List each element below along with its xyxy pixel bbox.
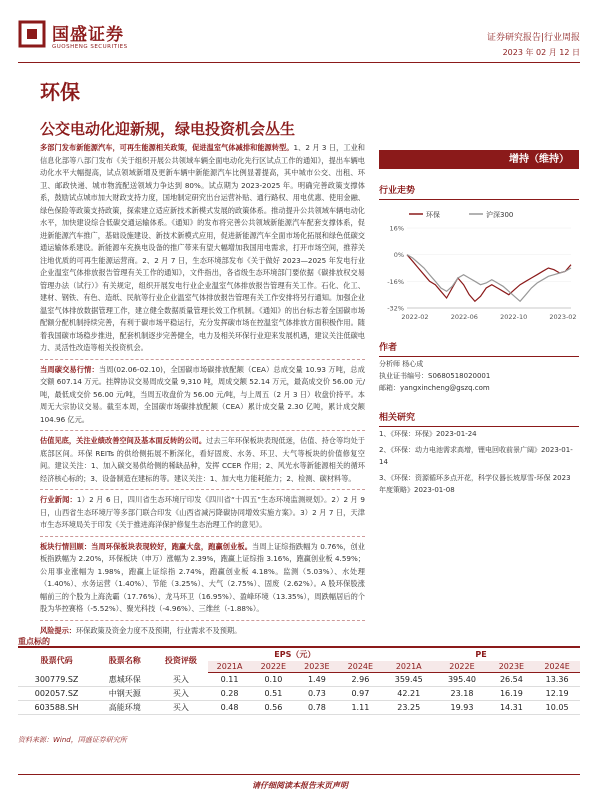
paragraph-news	[40, 494, 365, 532]
paragraph-text: 当周上证综指跌幅为 0.76%，创业板指跌幅为 2.20%，环保板块（申万）涨幅为 2.39%，跑赢上证综指 3.16%，跑赢创业板 4.59%；公用事业涨幅为 1.98%，跑赢上证综指 2.74%，跑赢创业板 4.18%。监测（5.03%）、水处理（1.40%）、水务运营（1.40%）、节能（3.25%）、大气（2.75%）、固废（2.62%）。A 股环保股涨幅前三的个股为上海洗霸（17.76%）、龙马环卫（16.95%）、盈峰环境（13.35%），周跌幅居后的个股为华控赛格（-5.52%）、聚光科技（-4.96%）、三维丝（-1.88%）。	[40, 541, 365, 613]
key-stocks-table	[18, 646, 580, 715]
paragraph-text: 环保政策及资金力度不及预期，行业需求不及预期。	[75, 625, 242, 635]
paragraph-text: 1）2 月 6 日，四川省生态环境厅印发《四川省“十四五”生态环境监测规划》。2）2 月 9 日，山西省生态环境厅等多部门联合印发《山西省减污降碳协同增效实施方案》。3）2 月 7 日，天津市生态环境局关于印发《关于推进海洋保护修复生态治理工作的意见》。	[40, 495, 365, 529]
y-tick-label: 16%	[389, 224, 404, 233]
table-row	[18, 700, 580, 714]
header-year: 2023E	[489, 661, 535, 673]
x-tick-label: 2023-02	[549, 313, 577, 321]
divider	[40, 620, 365, 621]
header-year: 2021A	[382, 661, 435, 673]
header-eps: EPS（元）	[208, 647, 383, 661]
pe-value: 10.05	[534, 700, 580, 714]
eps-value: 0.10	[252, 673, 296, 687]
paragraph-market-review	[40, 541, 365, 616]
related-item[interactable]: 1、《环保：环保》2023-01-24	[379, 430, 477, 438]
header-name: 股票名称	[95, 647, 154, 673]
paragraph-lead: 板块行情回顾：当周环保板块表现较好，跑赢大盘，跑赢创业板。	[40, 541, 253, 551]
pe-value: 23.25	[382, 700, 435, 714]
eps-value: 0.78	[295, 700, 339, 714]
table-row	[18, 686, 580, 700]
header-year: 2024E	[534, 661, 580, 673]
brand-name: 国盛证券	[52, 25, 124, 45]
pe-value: 19.93	[435, 700, 488, 714]
analyst-name: 分析师 杨心成	[379, 360, 424, 368]
analyst-email: 邮箱：yangxincheng@gszq.com	[379, 384, 490, 392]
divider	[40, 489, 365, 490]
stock-rating: 买入	[154, 686, 207, 700]
report-headline: 公交电动化迎新规，绿电投资机会丛生	[40, 120, 296, 138]
header-rating: 投资评级	[154, 647, 207, 673]
report-type: 证券研究报告|行业周报	[486, 33, 580, 43]
header-year: 2021A	[208, 661, 252, 673]
analyst-info	[379, 358, 579, 394]
logo-mark-icon	[18, 20, 46, 48]
pe-value: 42.21	[382, 686, 435, 700]
eps-value: 0.73	[295, 686, 339, 700]
footer-disclaimer: 请仔细阅读本报告末页声明	[252, 781, 348, 790]
paragraph-lead: 当周碳交易行情：	[40, 364, 99, 374]
x-tick-label: 2022-10	[500, 313, 528, 321]
related-section-title: 相关研究	[379, 410, 579, 427]
stock-rating: 买入	[154, 673, 207, 687]
report-date: 2023 年 02 月 12 日	[502, 48, 580, 57]
eps-value: 0.51	[252, 686, 296, 700]
pe-value: 14.31	[489, 700, 535, 714]
divider	[40, 536, 365, 537]
company-logo	[18, 18, 168, 58]
paragraph-text: 过去三年环保板块表现低迷，估值、持仓等均处于底部区间。环保 REITs 的供给侧拓展不断深化，看好固废、水务、环卫、大气等板块的价值修复空间。建议关注：1、加入碳交易供给侧的稀缺品种，发挥 CCER 作用；2、风光水等新能源相关的循环经济核心标的；3、设备制造在建标的等。建议关注：1、加大电力能耗能力；2、检测、碳材料等。	[40, 436, 365, 483]
eps-value: 0.48	[208, 700, 252, 714]
stock-code: 002057.SZ	[18, 686, 95, 700]
related-item[interactable]: 2、《环保：动力电池需求高增，锂电回收前景广阔》2023-01-14	[379, 446, 573, 466]
related-research-list	[379, 428, 579, 500]
x-tick-label: 2022-02	[401, 313, 429, 321]
paragraph-lead: 多部门发布新能源汽车，可再生能源相关政策，促进温室气体减排和能源转型。	[40, 143, 294, 152]
paragraph-carbon-market	[40, 364, 365, 427]
eps-value: 0.28	[208, 686, 252, 700]
pe-value: 13.36	[534, 673, 580, 687]
paragraph-risk	[40, 625, 365, 638]
legend-label: 沪深300	[486, 211, 514, 219]
brand-name-en: GUOSHENG SECURITIES	[52, 44, 128, 50]
related-item[interactable]: 3、《环保：资源循环多点开花，科学仪器长坡厚雪-环保 2023 年度策略》2023-01-08	[379, 474, 571, 494]
pe-value: 23.18	[435, 686, 488, 700]
divider	[40, 430, 365, 431]
paragraph-text: 1、2 月 3 日，工业和信息化部等八部门发布《关于组织开展公共领域车辆全面电动化先行区试点工作的通知》，提出车辆电动化水平大幅提高，试点领域新增及更新车辆中新能源汽车比例显著提高，其中城市公交、出租、环卫、邮政快递、城市物流配送领域力争达到 80%。试点期为 2023-2025 年。明确完善政策支撑体系，鼓励试点城市加大财政支持力度，国地制定研究出台运营补贴、通行路权、用电优惠、使用金融、绿色保险等政策支持政策，探索建立适应新技术新模式发展的政策体系。推动提升公共领域车辆电动化水平，加快建设综合低碳交通运输体系。《通知》的发布将完善公共领域新能源汽车配套支撑体系，促进新能源汽车推广，基础设施建设、新技术新模式应用，促进新能源汽车全面市场化拓展和绿色低碳交通运输体系建设。新能源车充换电设备的推广带来有望大幅增加我国用电需求，打开市场空间，推荐关注地优质的可再生能源运营商。2、2 月 7 日，生态环境部发布《关于做好 2023—2025 年发电行业企业温室气体排放报告管理有关工作的通知》，文件指出，各省级生态环境部门要依据《碳排放权交易管理办法（试行）》有关规定，组织开展发电行业企业温室气体排放报告管理有关工作。石化、化工、建材、钢铁、有色、造纸、民航等行业企业温室气体排放报告管理有关工作安排将另行通知。加强企业温室气体排放数据管理工作，建立健全数据质量管理长效工作机制。《通知》的出台标志着全国碳市场配额分配机制持续完善，有利于碳市场平稳运行，充分发挥碳市场在控温室气体排放方面积极作用。随着我国碳市场稳步推进，配套机制逐步完善健全，电力及相关环保行业迎来发展机遇，建议关注低碳电力、灵活性改造等相关投资机会。	[40, 143, 365, 352]
paragraph-text: 当周(02.06-02.10)，全国碳市场碳排放配额（CEA）总成交量 10.93 万吨，总成交额 607.14 万元。挂牌协议交易周成交量 9,310 吨，周成交额 52.14 万元，最高成交价 56.00 元/吨，最低成交价 56.00 元/吨，当周五收盘价为 56.00 元/吨，与上周五（2 月 3 日）收盘价持平。本周无大宗协议交易。截至本周，全国碳市场碳排放配额（CEA）累计成交量 2.30 亿吨，累计成交额 104.96 亿元。	[40, 364, 365, 424]
stock-code: 300779.SZ	[18, 673, 95, 687]
footer-divider	[18, 774, 580, 775]
divider	[40, 359, 365, 360]
y-tick-label: -32%	[387, 304, 404, 313]
pe-value: 395.40	[435, 673, 488, 687]
analyst-license: 执业证书编号：S0680518020001	[379, 372, 491, 380]
trend-section-title: 行业走势	[379, 183, 579, 200]
stock-code: 603588.SH	[18, 700, 95, 714]
stock-rating: 买入	[154, 700, 207, 714]
stock-name: 中钢天源	[95, 686, 154, 700]
analyst-section-title: 作者	[379, 340, 579, 357]
report-body	[40, 142, 365, 640]
table-title: 重点标的	[18, 637, 50, 646]
eps-value: 1.11	[339, 700, 383, 714]
eps-value: 0.11	[208, 673, 252, 687]
paragraph-lead: 行业新闻：	[40, 495, 77, 504]
y-tick-label: 0%	[393, 251, 404, 260]
table-source: 资料来源：Wind，国盛证券研究所	[18, 736, 127, 744]
x-tick-label: 2022-06	[450, 313, 478, 321]
legend-label: 环保	[426, 211, 440, 219]
header-year: 2022E	[252, 661, 296, 673]
paragraph-valuation	[40, 435, 365, 485]
sector-title: 环保	[40, 80, 80, 104]
pe-value: 359.45	[382, 673, 435, 687]
header-pe: PE	[382, 647, 580, 661]
header-year: 2024E	[339, 661, 383, 673]
eps-value: 2.96	[339, 673, 383, 687]
header-divider	[18, 62, 580, 63]
paragraph-lead: 风险提示：	[40, 625, 76, 635]
paragraph-policy	[40, 142, 365, 355]
series-line-1	[407, 255, 571, 302]
eps-value: 1.49	[295, 673, 339, 687]
rating-badge: 增持（维持）	[379, 150, 579, 169]
table-row	[18, 673, 580, 687]
header-year: 2023E	[295, 661, 339, 673]
header-code: 股票代码	[18, 647, 95, 673]
eps-value: 0.97	[339, 686, 383, 700]
eps-value: 0.56	[252, 700, 296, 714]
stock-name: 惠城环保	[95, 673, 154, 687]
y-tick-label: -16%	[387, 277, 404, 286]
stock-name: 高能环境	[95, 700, 154, 714]
pe-value: 12.19	[534, 686, 580, 700]
paragraph-lead: 估值见底，关注业绩改善空间及基本面反转的公司。	[40, 436, 207, 445]
trend-chart	[379, 200, 579, 330]
pe-value: 26.54	[489, 673, 535, 687]
pe-value: 16.19	[489, 686, 535, 700]
header-year: 2022E	[435, 661, 488, 673]
